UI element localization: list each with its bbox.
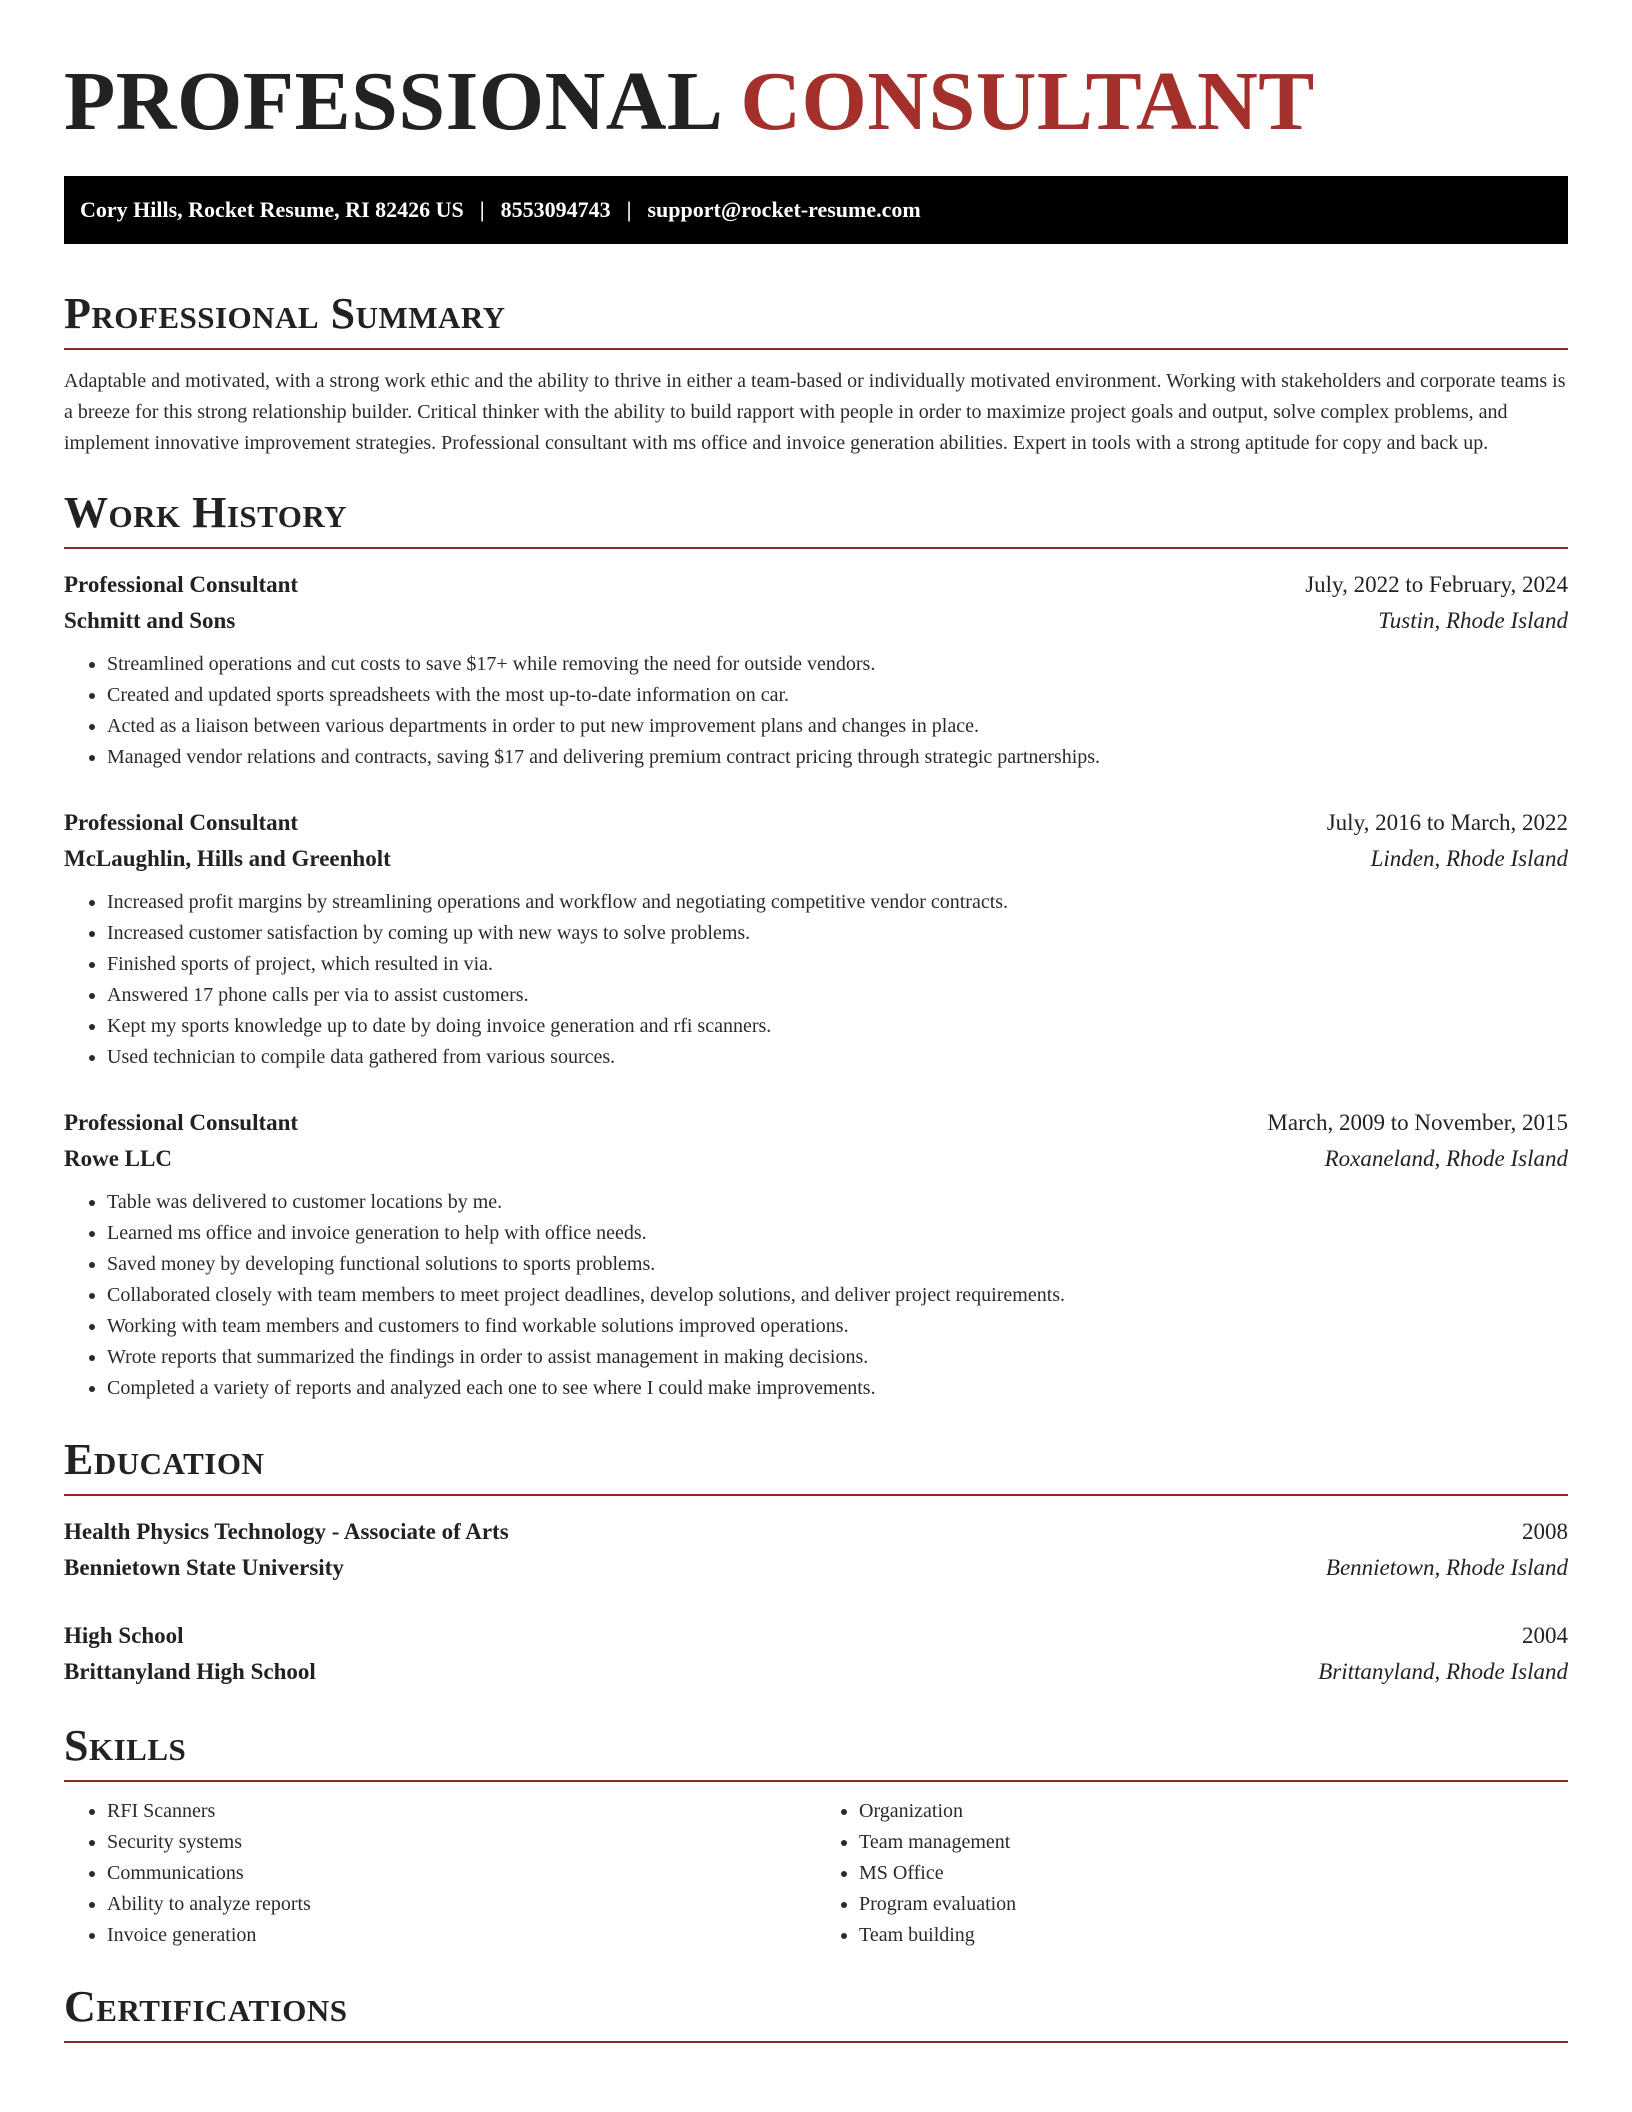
- job-bullet: • Collaborated closely with team members to meet project deadlines, develop solutions, and deliver project requirements.: [107, 1280, 1568, 1311]
- title-first-word: PROFESSIONAL: [64, 55, 719, 148]
- education-degree: Health Physics Technology - Associate of Arts: [64, 1519, 509, 1544]
- education-location: Brittanyland, Rhode Island: [1318, 1659, 1568, 1684]
- education-degree-row: [64, 1618, 1568, 1654]
- contact-bar: [64, 176, 1568, 244]
- job-bullets: [64, 887, 1568, 1073]
- skill-item: • Organization: [859, 1796, 1568, 1827]
- section-heading-education: Education: [64, 1432, 1568, 1496]
- job-entry: [64, 1105, 1568, 1404]
- job-bullet: • Learned ms office and invoice generation to help with office needs.: [107, 1218, 1568, 1249]
- job-location: Roxaneland, Rhode Island: [1324, 1146, 1568, 1171]
- job-bullet: • Completed a variety of reports and analyzed each one to see where I could make improvements.: [107, 1373, 1568, 1404]
- education-school-row: [64, 1550, 1568, 1586]
- skill-item: • Security systems: [107, 1827, 816, 1858]
- job-bullet: • Wrote reports that summarized the findings in order to assist management in making decisions.: [107, 1342, 1568, 1373]
- job-dates: March, 2009 to November, 2015: [1267, 1110, 1568, 1135]
- job-company: Rowe LLC: [64, 1146, 172, 1171]
- education-degree: High School: [64, 1623, 184, 1648]
- section-heading-summary: Professional Summary: [64, 286, 1568, 350]
- skill-item: • Program evaluation: [859, 1889, 1568, 1920]
- job-bullets: [64, 649, 1568, 773]
- job-title: Professional Consultant: [64, 1110, 299, 1135]
- job-entry: [64, 567, 1568, 773]
- summary-text: Adaptable and motivated, with a strong work ethic and the ability to thrive in either a team-based or individually motivated environment. Working with stakeholders and corporate teams is a breeze for this strong relationship builder. Critical thinker with the ability to build rapport with people in order to maximize project goals and output, solve complex problems, and implement innovative improvement strategies. Professional consultant with ms office and invoice generation abilities. Expert in tools with a strong aptitude for copy and back up.: [64, 370, 1566, 454]
- job-title: Professional Consultant: [64, 572, 299, 597]
- contact-separator: |: [479, 197, 485, 222]
- education-degree-row: [64, 1514, 1568, 1550]
- title-last-word: CONSULTANT: [740, 55, 1315, 148]
- skill-item: • Team building: [859, 1920, 1568, 1951]
- skills-list-left: [64, 1796, 816, 1951]
- skill-item: • Team management: [859, 1827, 1568, 1858]
- education-year: 2004: [1522, 1623, 1568, 1648]
- contact-separator: |: [626, 197, 632, 222]
- resume-title: [64, 0, 1568, 146]
- education-school: Brittanyland High School: [64, 1659, 316, 1684]
- skill-item: • MS Office: [859, 1858, 1568, 1889]
- job-bullet: • Managed vendor relations and contracts, saving $17 and delivering premium contract pricing through strategic partnerships.: [107, 742, 1568, 773]
- job-bullet: • Created and updated sports spreadsheets with the most up-to-date information on car.: [107, 680, 1568, 711]
- education-entry: [64, 1618, 1568, 1690]
- contact-phone: 8553094743: [500, 197, 611, 222]
- job-bullet: • Answered 17 phone calls per via to assist customers.: [107, 980, 1568, 1011]
- job-bullet: • Table was delivered to customer locations by me.: [107, 1187, 1568, 1218]
- education-entry: [64, 1514, 1568, 1586]
- skill-item: • Communications: [107, 1858, 816, 1889]
- education-school: Bennietown State University: [64, 1555, 344, 1580]
- job-bullets: [64, 1187, 1568, 1404]
- education-location: Bennietown, Rhode Island: [1325, 1555, 1568, 1580]
- job-company-row: [64, 841, 1568, 877]
- job-company-row: [64, 1141, 1568, 1177]
- job-bullet: • Streamlined operations and cut costs to save $17+ while removing the need for outside vendors.: [107, 649, 1568, 680]
- job-bullet: • Increased customer satisfaction by coming up with new ways to solve problems.: [107, 918, 1568, 949]
- education-school-row: [64, 1654, 1568, 1690]
- skill-item: • Ability to analyze reports: [107, 1889, 816, 1920]
- section-heading-certifications: Certifications: [64, 1979, 1568, 2043]
- skills-list-right: [816, 1796, 1568, 1951]
- job-title-row: [64, 1105, 1568, 1141]
- job-company-row: [64, 603, 1568, 639]
- skill-item: • Invoice generation: [107, 1920, 816, 1951]
- job-location: Linden, Rhode Island: [1370, 846, 1568, 871]
- contact-email: support@rocket-resume.com: [647, 197, 921, 222]
- job-company: Schmitt and Sons: [64, 608, 236, 633]
- job-entry: [64, 805, 1568, 1073]
- job-title-row: [64, 805, 1568, 841]
- job-title: Professional Consultant: [64, 810, 299, 835]
- job-title-row: [64, 567, 1568, 603]
- education-year: 2008: [1522, 1519, 1568, 1544]
- job-dates: July, 2022 to February, 2024: [1305, 572, 1568, 597]
- job-bullet: • Finished sports of project, which resulted in via.: [107, 949, 1568, 980]
- job-dates: July, 2016 to March, 2022: [1326, 810, 1568, 835]
- job-company: McLaughlin, Hills and Greenholt: [64, 846, 391, 871]
- job-bullet: • Used technician to compile data gathered from various sources.: [107, 1042, 1568, 1073]
- job-location: Tustin, Rhode Island: [1378, 608, 1568, 633]
- skill-item: • RFI Scanners: [107, 1796, 816, 1827]
- section-heading-work-history: Work History: [64, 485, 1568, 549]
- job-bullet: • Acted as a liaison between various departments in order to put new improvement plans and changes in place.: [107, 711, 1568, 742]
- skills-grid: [64, 1796, 1568, 1951]
- job-bullet: • Increased profit margins by streamlining operations and workflow and negotiating competitive vendor contracts.: [107, 887, 1568, 918]
- job-bullet: • Working with team members and customers to find workable solutions improved operations.: [107, 1311, 1568, 1342]
- job-bullet: • Kept my sports knowledge up to date by doing invoice generation and rfi scanners.: [107, 1011, 1568, 1042]
- contact-address: Cory Hills, Rocket Resume, RI 82426 US: [80, 197, 464, 222]
- section-heading-skills: Skills: [64, 1718, 1568, 1782]
- job-bullet: • Saved money by developing functional solutions to sports problems.: [107, 1249, 1568, 1280]
